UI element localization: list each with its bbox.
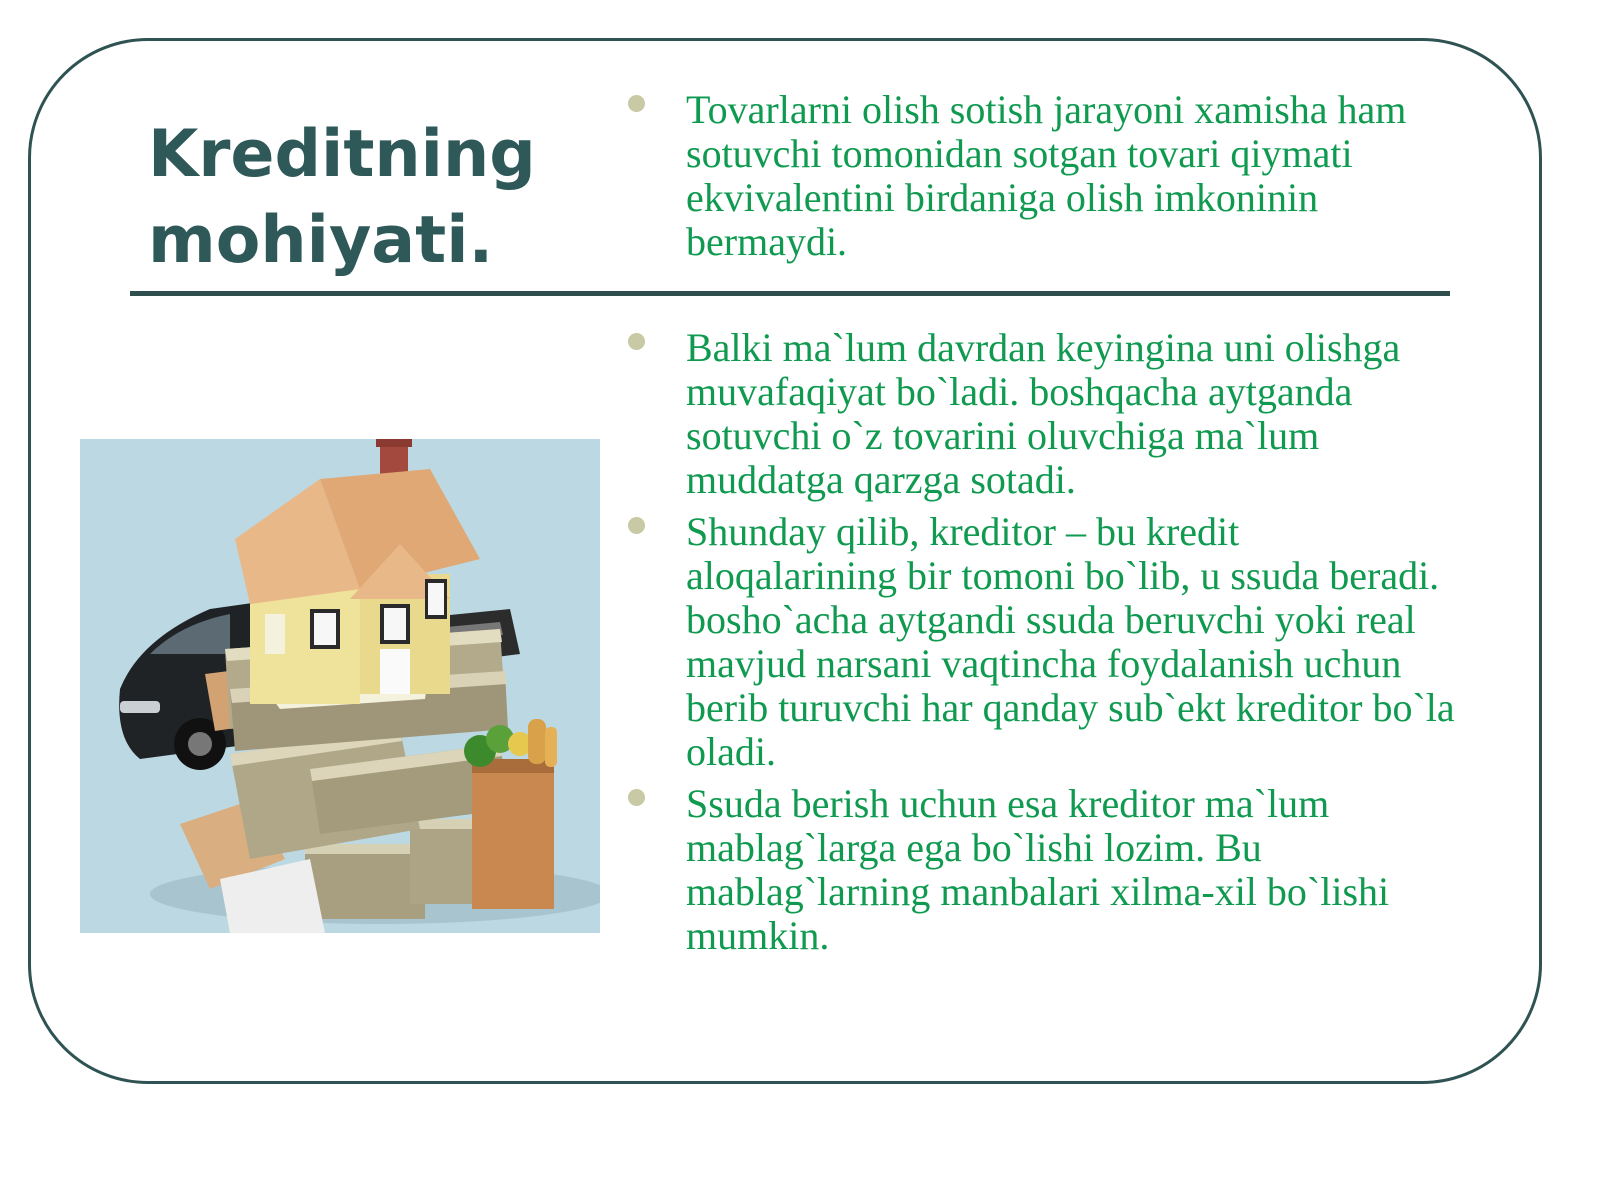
bullet-dot-icon (628, 789, 645, 806)
bullet-text: Balki ma`lum davrdan keyingina uni olishga muvafaqiyat bo`ladi. boshqacha aytganda sotuvchi o`z tovarini oluvchiga ma`lum muddatga qarzga sotadi. (686, 325, 1401, 502)
bullet-item (628, 326, 1458, 502)
bullet-dot-icon (628, 95, 645, 112)
bullet-dot-icon (628, 333, 645, 350)
bullet-item (628, 88, 1458, 264)
bullet-text: Tovarlarni olish sotish jarayoni xamisha ham sotuvchi tomonidan sotgan tovari qiymati ekvivalentini birdaniga olish imkoninin bermaydi. (686, 87, 1407, 264)
slide-title: Kreditning mohiyati. (148, 117, 536, 278)
title-divider (130, 291, 1450, 296)
grocery-bag-icon (464, 719, 557, 909)
top-bullet-list (628, 88, 1458, 272)
house-on-money-illustration (80, 439, 600, 933)
bottom-bullet-list (628, 326, 1458, 966)
bullet-text: Shunday qilib, kreditor – bu kredit aloqalarining bir tomoni bo`lib, u ssuda beradi. bosho`acha aytgandi ssuda beruvchi yoki real mavjud narsani vaqtincha foydalanish uchun berib turuvchi har qanday sub`ekt kreditor bo`la oladi. (686, 509, 1455, 774)
bullet-item (628, 510, 1458, 774)
bullet-dot-icon (628, 517, 645, 534)
bullet-item (628, 782, 1458, 958)
bullet-text: Ssuda berish uchun esa kreditor ma`lum mablag`larga ega bo`lishi lozim. Bu mablag`larning manbalari xilma-xil bo`lishi mumkin. (686, 781, 1390, 958)
